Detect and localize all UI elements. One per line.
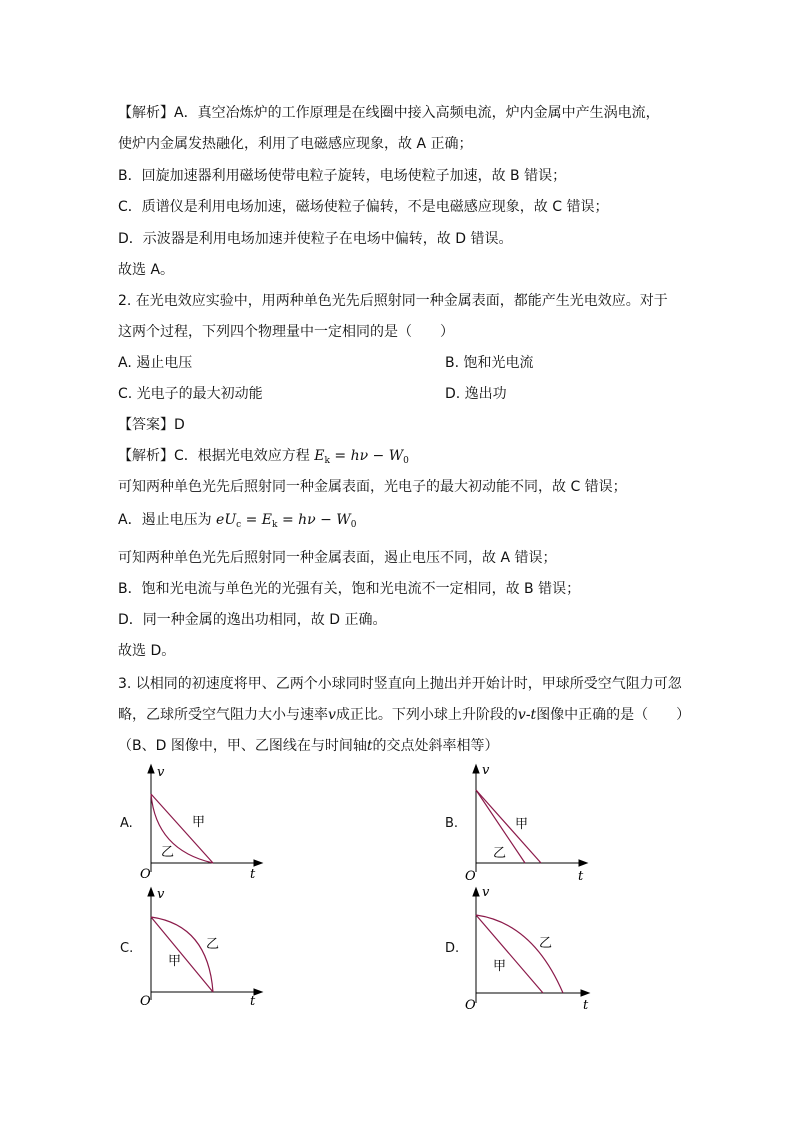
graph-a [138,762,268,880]
graph-c-origin: O [140,994,151,1007]
graph-c-axis-t: t [250,994,256,1007]
graph-a-axis-v: v [157,765,165,780]
graph-a-v-arrow [148,765,154,773]
analysis-2-line-5: B．饱和光电流与单色光的光强有关，饱和光电流不一定相同，故 B 错误； [118,581,581,597]
graph-d-label-yi: 乙 [539,936,553,951]
option-2d: D. 逸出功 [445,386,507,402]
option-2c: C. 光电子的最大初动能 [118,386,263,402]
equation-stopping-voltage: $eU_c = E_k = h\nu - W_0$ [216,512,357,530]
graph-a-letter: A. [120,816,133,831]
graph-c [138,885,268,1007]
answer-2: 【答案】D [118,417,185,433]
graph-c-axis-v: v [157,887,165,902]
graph-d-label-jia: 甲 [493,959,507,974]
graph-a-axis-t: t [250,867,256,880]
graph-a-t-arrow [254,860,262,866]
option-2b: B. 饱和光电流 [445,355,534,371]
graph-c-label-yi: 乙 [206,937,220,952]
line-answer-1: 故选 A。 [118,262,175,278]
graph-b [463,762,593,880]
graph-b-t-arrow [579,860,587,866]
analysis-2-line-6: D．同一种金属的逸出功相同，故 D 正确。 [118,612,387,628]
graph-b-label-yi: 乙 [493,846,507,861]
graph-b-origin: O [465,869,476,880]
graph-d-axis-v: v [482,885,490,900]
analysis-2-text-a: A．遏止电压为 [118,512,212,528]
question-2-line-1: 2. 在光电效应实验中，用两种单色光先后照射同一种金属表面，都能产生光电效应。对于 [118,293,668,309]
analysis-2-line-2: 可知两种单色光先后照射同一种金属表面，光电子的最大初动能不同，故 C 错误； [118,479,627,495]
analysis-2-line-1 [118,446,409,471]
answer-2-final: 故选 D。 [118,643,176,659]
graph-b-letter: B. [445,816,459,831]
graph-d-t-arrow [581,990,589,996]
graph-d-letter: D. [445,941,460,956]
graph-a-label-yi: 乙 [161,845,175,860]
question-2-line-2: 这两个过程，下列四个物理量中一定相同的是（ ） [118,324,454,340]
graph-b-label-jia: 甲 [515,817,529,832]
graph-d-v-arrow [473,888,479,896]
graph-a-label-jia: 甲 [192,815,206,830]
graph-d [463,885,598,1011]
option-2a: A. 遏止电压 [118,355,193,371]
line-analysis-1e: D．示波器是利用电场加速并使粒子在电场中偏转，故 D 错误。 [118,231,513,247]
graph-c-label-jia: 甲 [168,954,182,969]
question-3-line-1: 3. 以相同的初速度将甲、乙两个小球同时竖直向上抛出并开始计时，甲球所受空气阻力可忽 [118,676,682,692]
analysis-2-line-4: 可知两种单色光先后照射同一种金属表面，遏止电压不同，故 A 错误； [118,550,557,566]
equation-photoelectric: $E_k = h\nu - W_0$ [314,448,409,466]
line-analysis-1b: 使炉内金属发热融化，利用了电磁感应现象，故 A 正确； [118,136,473,152]
graph-d-curve-yi [476,915,563,993]
graph-c-letter: C. [120,941,134,956]
question-3-line-3: （B、D 图像中，甲、乙图线在与时间轴t的交点处斜率相等） [118,738,499,754]
graph-b-v-arrow [473,765,479,773]
question-3-line-2: 略，乙球所受空气阻力大小与速率v成正比。下列小球上升阶段的v-t图像中正确的是（ ） [118,707,691,723]
analysis-2-text: 【解析】C．根据光电效应方程 [118,448,310,464]
line-analysis-1a: 【解析】A．真空冶炼炉的工作原理是在线圈中接入高频电流，炉内金属中产生涡电流， [118,105,660,121]
graph-b-axis-t: t [578,869,584,880]
graph-b-line-jia [476,790,541,863]
graph-d-origin: O [465,998,476,1011]
graph-b-axis-v: v [482,763,490,778]
line-analysis-1c: B．回旋加速器利用磁场使带电粒子旋转，电场使粒子加速，故 B 错误； [118,168,567,184]
graph-c-v-arrow [148,888,154,896]
line-analysis-1d: C．质谱仪是利用电场加速，磁场使粒子偏转，不是电磁感应现象，故 C 错误； [118,199,609,215]
graph-d-axis-t: t [583,998,589,1011]
graph-a-origin: O [140,867,151,880]
analysis-2-line-3 [118,510,356,535]
